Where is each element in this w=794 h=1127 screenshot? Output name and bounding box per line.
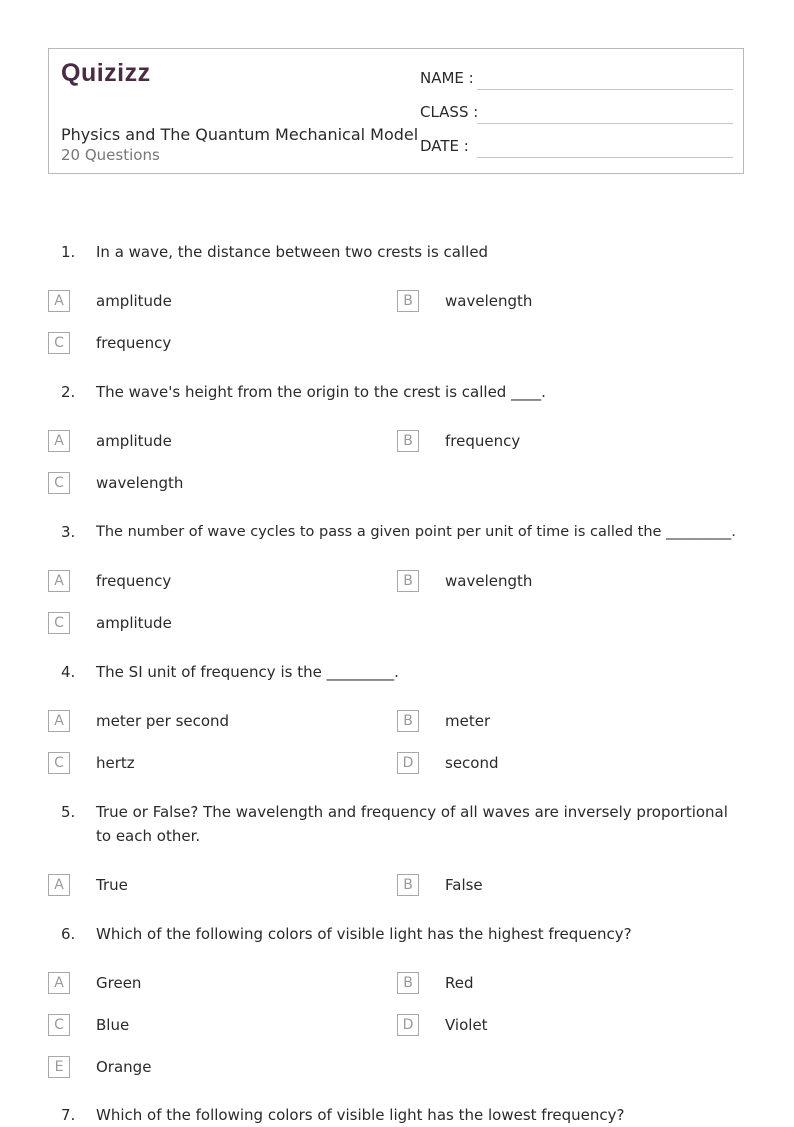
worksheet-title: Physics and The Quantum Mechanical Model	[61, 125, 419, 144]
option-text: True	[96, 876, 128, 894]
question-text: The wave's height from the origin to the crest is called ____.	[96, 383, 546, 401]
option-box: A	[48, 710, 70, 732]
question-text: The number of wave cycles to pass a given point per unit of time is called the _________.	[96, 524, 736, 540]
option-text: meter	[445, 712, 491, 730]
option-box: B	[397, 710, 419, 732]
option-box: E	[48, 1056, 70, 1078]
option-box: C	[48, 472, 70, 494]
option-text: amplitude	[96, 614, 172, 632]
option-text: meter per second	[96, 712, 230, 730]
question-text: Which of the following colors of visible light has the lowest frequency?	[96, 1106, 625, 1124]
option-text: Orange	[96, 1058, 152, 1076]
option-text: second	[445, 754, 499, 772]
option-box: D	[397, 1014, 419, 1036]
option-box: A	[48, 570, 70, 592]
class-line	[477, 123, 733, 124]
option-text: wavelength	[445, 572, 533, 590]
date-label: DATE :	[420, 137, 469, 155]
question-number: 4.	[61, 663, 76, 681]
name-line	[477, 89, 733, 90]
option-text: amplitude	[96, 292, 172, 310]
option-box: B	[397, 430, 419, 452]
worksheet-header	[48, 48, 744, 174]
option-box: A	[48, 874, 70, 896]
quizizz-logo: Quizizz	[61, 59, 151, 87]
option-text: False	[445, 876, 483, 894]
option-box: A	[48, 430, 70, 452]
question-text: The SI unit of frequency is the _________.	[96, 663, 399, 681]
option-box: B	[397, 972, 419, 994]
question-number: 2.	[61, 383, 76, 401]
option-text: Blue	[96, 1016, 130, 1034]
option-box: A	[48, 972, 70, 994]
name-label: NAME :	[420, 69, 474, 87]
question-number: 6.	[61, 925, 76, 943]
option-text: amplitude	[96, 432, 172, 450]
option-text: wavelength	[445, 292, 533, 310]
question-text: Which of the following colors of visible light has the highest frequency?	[96, 925, 632, 943]
question-number: 7.	[61, 1106, 76, 1124]
date-line	[477, 157, 733, 158]
question-text: True or False? The wavelength and frequency of all waves are inversely proportional to each other.	[96, 803, 728, 845]
option-box: C	[48, 752, 70, 774]
option-box: A	[48, 290, 70, 312]
option-text: frequency	[96, 572, 172, 590]
option-box: C	[48, 1014, 70, 1036]
option-text: Green	[96, 974, 142, 992]
option-box: C	[48, 332, 70, 354]
question-number: 5.	[61, 803, 76, 821]
option-text: hertz	[96, 754, 135, 772]
option-text: frequency	[445, 432, 521, 450]
question-number: 3.	[61, 523, 76, 541]
option-text: wavelength	[96, 474, 184, 492]
option-box: C	[48, 612, 70, 634]
option-box: B	[397, 874, 419, 896]
option-text: frequency	[96, 334, 172, 352]
option-text: Violet	[445, 1016, 488, 1034]
option-box: B	[397, 290, 419, 312]
option-box: B	[397, 570, 419, 592]
option-box: D	[397, 752, 419, 774]
question-number: 1.	[61, 243, 76, 261]
question-count: 20 Questions	[61, 146, 160, 164]
class-label: CLASS :	[420, 103, 479, 121]
question-text: In a wave, the distance between two crests is called	[96, 243, 489, 261]
option-text: Red	[445, 974, 474, 992]
